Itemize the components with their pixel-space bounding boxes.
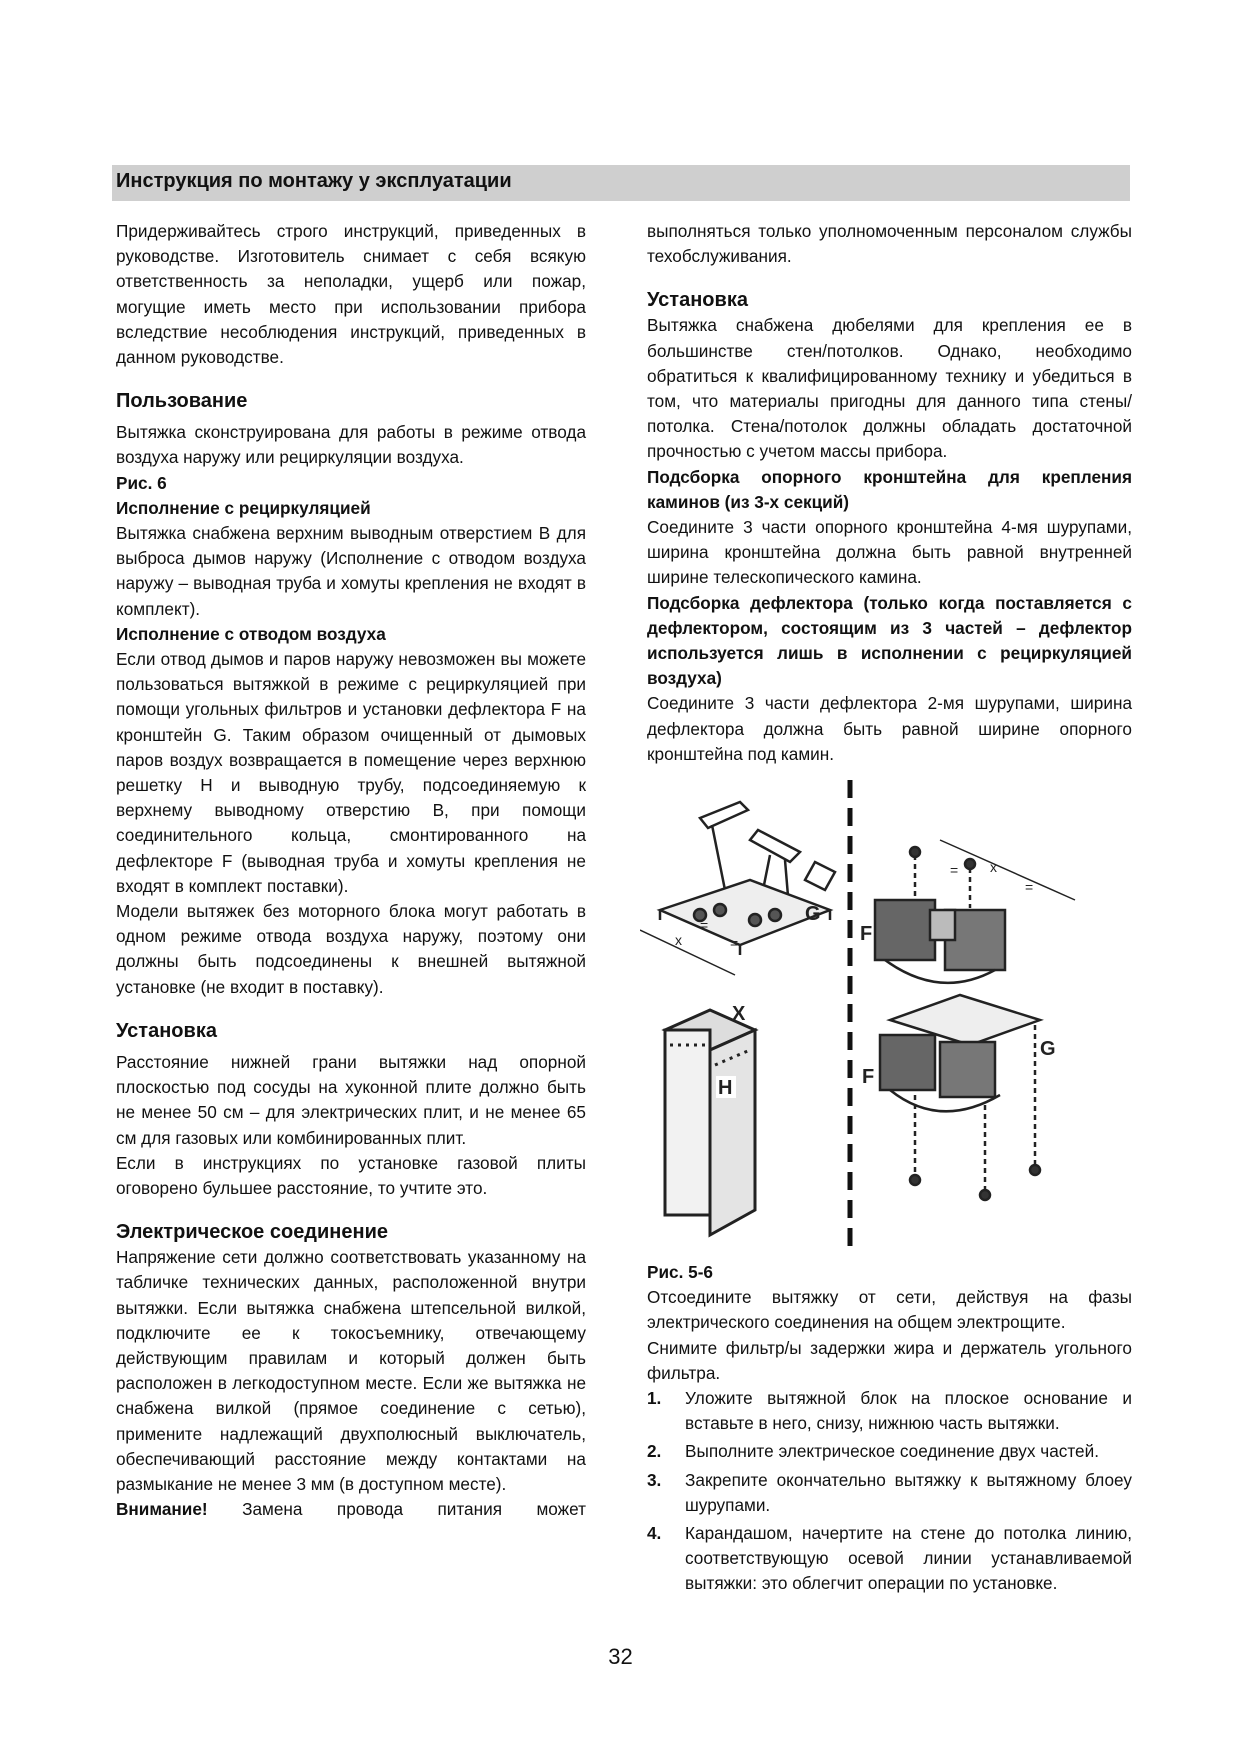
assembly-figure: [640, 780, 1135, 1260]
bracket-heading: Подсборка опорного кронштейна для крепления каминов (из 3-х секций): [647, 466, 1132, 512]
deflector-assembly: [875, 840, 1075, 983]
intro-paragraph: Придерживайтесь строго инструкций, приведенных в руководстве. Изготовитель снимает с себя всякую ответственность за неполадки, ущерб или пожар, могущие иметь место при использовании прибора вследствие несоблюдения инструкций, приведенных в данном руководстве.: [116, 221, 586, 368]
right-column: [647, 219, 1132, 767]
list-item: [647, 1386, 1132, 1436]
electric-text: Напряжение сети должно соответствовать указанному на табличке технических данных, расположенной внутри вытяжки. Если вытяжка снабжена штепсельной вилкой, подключите ее к токосъемнику, отвечающему действующим правилам и который должен быть расположен в легкодоступном месте. Если же вытяжка не снабжена вилкой (прямое соединение с сетью), примените надлежащий двухполюсный выключатель, обеспечивающий расстояние между контактами на размыкание не менее 3 мм (в доступном месте).: [116, 1247, 586, 1494]
label-eq-right: =: [950, 862, 959, 878]
label-x-small-left: x: [675, 932, 682, 948]
step-text: Выполните электрическое соединение двух частей.: [685, 1441, 1099, 1462]
bracket-part-right: [805, 862, 835, 890]
page-title: Инструкция по монтажу у эксплуатации: [112, 165, 1130, 201]
step-number: 2.: [647, 1441, 662, 1462]
install-heading-right: Установка: [647, 289, 748, 312]
label-g-bottom: G: [1040, 1038, 1056, 1060]
electric-heading: Электрическое соединение: [116, 1221, 389, 1244]
label-eq-left: =: [700, 917, 709, 933]
install-steps: [647, 1386, 1132, 1597]
step-number: 4.: [647, 1523, 662, 1544]
warning-label: Внимание!: [116, 1499, 208, 1520]
after-text-1: Отсоедините вытяжку от сети, действуя на фазы электрического соединения на общем электрощите.: [647, 1287, 1132, 1333]
label-eq-left-2: =: [730, 935, 739, 951]
recirc-text: Вытяжка снабжена верхним выводным отверстием B для выброса дымов наружу (Исполнение с отводом воздуха наружу – выводная труба и хомуты крепления не входят в комплект).: [116, 523, 586, 619]
page-number: 32: [608, 1644, 633, 1669]
step-text: Уложите вытяжной блок на плоское основание и вставьте в него, снизу, нижнюю часть вытяжки.: [685, 1388, 1132, 1434]
continued-text: выполняться только уполномоченным персоналом службы техобслуживания.: [647, 221, 1132, 267]
warning-text: Замена провода питания может: [242, 1499, 586, 1520]
usage-text: Вытяжка сконструирована для работы в режиме отвода воздуха наружу или рециркуляции воздуха.: [116, 422, 586, 468]
usage-heading: Пользование: [116, 390, 248, 413]
label-f-bottom: F: [862, 1066, 875, 1088]
deflector-heading: Подсборка дефлектора (только когда поставляется с дефлектором, состоящим из 3 частей – дефлектор используется лишь в исполнении с рециркуляцией воздуха): [647, 592, 1132, 689]
recirc-heading: Исполнение с рециркуляцией: [116, 497, 371, 518]
bracket-text: Соедините 3 части опорного кронштейна 4-мя шурупами, ширина кронштейна должна быть равной внутренней ширине телескопического камина.: [647, 517, 1132, 588]
install-text-2: Если в инструкциях по установке газовой плиты оговорено бульшее расстояние, то учтите это.: [116, 1152, 586, 1198]
step-text: Карандашом, начертите на стене до потолка линию, соответствующую осевой линии устанавливаемой вытяжки: это облегчит операции по установке.: [685, 1523, 1132, 1594]
install-text-1: Расстояние нижней грани вытяжки над опорной плоскостью под сосуды на хуконной плите должно быть не менее 50 см – для электрических плит, и не менее 65 см для газовых или комбинированных плит.: [116, 1051, 586, 1148]
usage-figure-ref: Рис. 6: [116, 472, 167, 493]
mounted-deflector: [880, 995, 1040, 1200]
label-g-top: G: [805, 903, 821, 925]
bracket-part-middle: [750, 830, 800, 862]
chimney: [665, 1010, 755, 1235]
list-item: [647, 1521, 1132, 1597]
bracket-part-left: [700, 802, 748, 828]
list-item: [647, 1468, 1132, 1518]
list-item: [647, 1439, 1132, 1464]
step-number: 1.: [647, 1388, 662, 1409]
after-text-2: Снимите фильтр/ы задержки жира и держатель угольного фильтра.: [647, 1337, 1132, 1383]
label-eq-right-2: =: [1025, 879, 1034, 895]
assembly-diagram: [640, 780, 1135, 1260]
models-text: Модели вытяжек без моторного блока могут работать в одном режиме отвода воздуха наружу, поэтому они должны быть подсоединены к внешней вытяжной установке (не входит в поставку).: [116, 901, 586, 997]
step-number: 3.: [647, 1469, 662, 1490]
label-x-small-right: x: [990, 859, 997, 875]
left-column: [116, 219, 586, 1522]
figure-caption: Рис. 5-6: [647, 1262, 713, 1282]
install-text-right: Вытяжка снабжена дюбелями для крепления ее в большинстве стен/потолков. Однако, необходимо обратиться к квалифицированному технику и убедиться в том, что материалы пригодны для данного типа стены/ потолка. Стена/потолок должны обладать достаточной прочностью с учетом массы прибора.: [647, 315, 1132, 462]
exhaust-text: Если отвод дымов и паров наружу невозможен вы можете пользоваться вытяжкой в режиме с рециркуляцией при помощи угольных фильтров и установки дефлектора F на кронштейн G. Таким образом очищенный от дымовых паров воздух возвращается в помещение через верхнюю решетку H и выводную трубу, подсоединяемую к верхнему выводному отверстию B, при помощи соединительного кольца, смонтированного на дефлекторе F (выводная труба и хомуты крепления не входят в комплект поставки).: [116, 649, 586, 896]
warning-line: [116, 1497, 586, 1522]
install-heading-left: Установка: [116, 1019, 217, 1042]
label-f-top: F: [860, 923, 873, 945]
deflector-text: Соедините 3 части дефлектора 2-мя шурупами, ширина дефлектора должна быть равной ширине опорного кронштейна под камин.: [647, 693, 1132, 764]
exhaust-heading: Исполнение с отводом воздуха: [116, 623, 386, 644]
label-x-chimney: X: [732, 1003, 746, 1025]
step-text: Закрепите окончательно вытяжку к вытяжному блоеу шурупами.: [685, 1469, 1132, 1515]
right-column-lower: [647, 1260, 1132, 1600]
label-h: H: [718, 1077, 733, 1099]
deflector-left-block: [875, 900, 935, 960]
